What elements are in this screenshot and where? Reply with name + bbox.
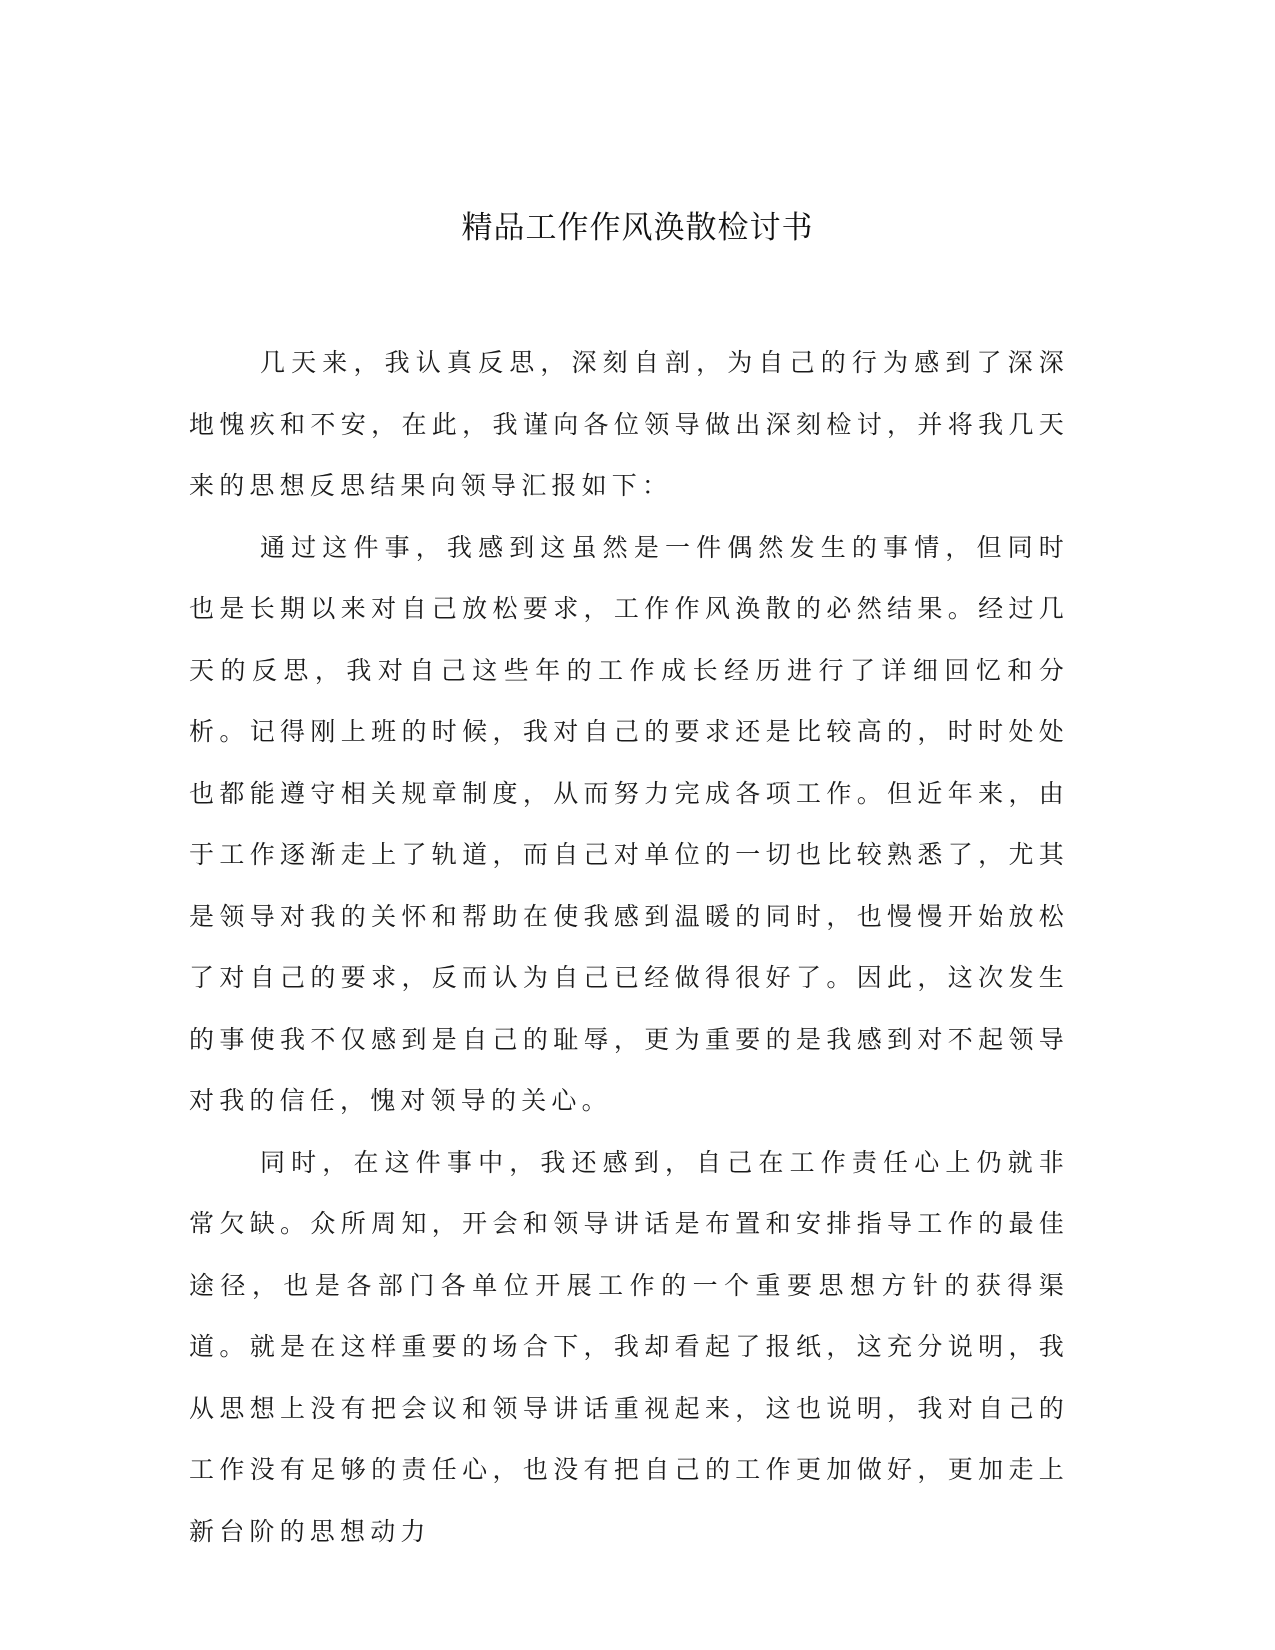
paragraph-2: 通过这件事，我感到这虽然是一件偶然发生的事情，但同时也是长期以来对自己放松要求，工作作风涣散的必然结果。经过几天的反思，我对自己这些年的工作成长经历进行了详细回忆和分析。记得刚上班的时候，我对自己的要求还是比较高的，时时处处也都能遵守相关规章制度，从而努力完成各项工作。但近年来，由于工作逐渐走上了轨道，而自己对单位的一切也比较熟悉了，尤其是领导对我的关怀和帮助在使我感到温暖的同时，也慢慢开始放松了对自己的要求，反而认为自己已经做得很好了。因此，这次发生的事使我不仅感到是自己的耻辱，更为重要的是我感到对不起领导对我的信任，愧对领导的关心。 [189, 532, 1069, 1115]
document-body [189, 332, 1069, 1562]
paragraph-3: 同时，在这件事中，我还感到，自己在工作责任心上仍就非常欠缺。众所周知，开会和领导讲话是布置和安排指导工作的最佳途径，也是各部门各单位开展工作的一个重要思想方针的获得渠道。就是在这样重要的场合下，我却看起了报纸，这充分说明，我从思想上没有把会议和领导讲话重视起来，这也说明，我对自己的工作没有足够的责任心，也没有把自己的工作更加做好，更加走上新台阶的思想动力 [189, 1147, 1069, 1546]
document-title: 精品工作作风涣散检讨书 [461, 210, 814, 246]
paragraph-1: 几天来，我认真反思，深刻自剖，为自己的行为感到了深深地愧疚和不安，在此，我谨向各位领导做出深刻检讨，并将我几天来的思想反思结果向领导汇报如下： [189, 348, 1069, 500]
